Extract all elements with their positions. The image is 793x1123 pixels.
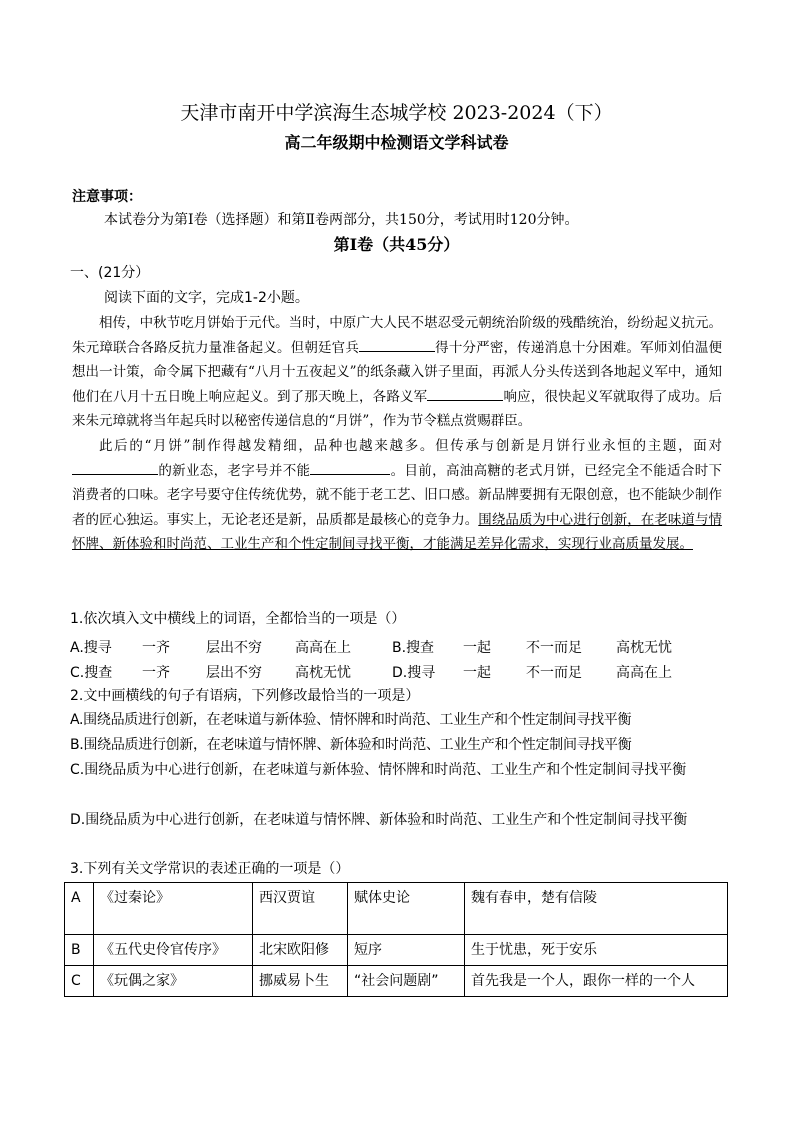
reading-instruction: 阅读下面的文字，完成1-2小题。: [104, 290, 309, 306]
option-word: A.搜寻: [70, 640, 112, 656]
passage-paragraph-1: [72, 311, 722, 434]
passage-text: 得十分严密，传递消息十分困难。军师刘伯温便想出一计策，命令属下把藏有“八月十五夜起义”的纸条藏入饼子里面，再派人分头传送到各地起义军中，通知他们在八月十五日晚上响应起义。到了那天晚上，各路义军: [72, 339, 722, 405]
passage-text: 的新业态，老字号并不能: [158, 462, 311, 479]
option-word: 高高在上: [616, 665, 672, 681]
option-word: 不一而足: [526, 665, 582, 681]
passage-text: 相传，中秋节吃月饼始于元代。当时，中原广大人民不堪忍受元朝统治阶级的残酷统治，纷纷起义抗元。朱元璋联合各路反抗力量准备起义。但朝廷官兵: [72, 315, 722, 356]
option-word: 层出不穷: [206, 665, 262, 681]
reading-passage: [72, 311, 722, 557]
table-cell: 《玩偶之家》: [94, 966, 253, 997]
table-cell: “社会问题剧”: [348, 966, 465, 997]
option-word: C.搜查: [70, 665, 113, 681]
table-cell: 西汉贾谊: [253, 883, 348, 935]
fill-blank: [72, 462, 158, 475]
question-2-option-c: C.围绕品质为中心进行创新，在老味道与新体验、情怀牌和时尚范、工业生产和个性定制间寻找平衡: [70, 762, 687, 778]
question-2-option-a: A.围绕品质进行创新，在老味道与新体验、情怀牌和时尚范、工业生产和个性定制间寻找平衡: [70, 712, 632, 728]
table-cell: 北宋欧阳修: [253, 935, 348, 966]
option-word: 层出不穷: [206, 640, 262, 656]
option-word: 高枕无忧: [616, 640, 672, 656]
passage-text: 。目前，高油高糖的老式月饼，已经完全不能适合时下消费者的口味。老字号要守住传统优势，就不能于老工艺、旧口感。新品牌要拥有无限创意，也不能缺少制作者的匠心独运。事实上，无论老还是新，品质都是最核心的竞争力。: [72, 462, 723, 528]
option-word: D.搜寻: [392, 665, 436, 681]
table-cell: 赋体史论: [348, 883, 465, 935]
table-cell: A: [65, 883, 94, 935]
question-1-stem: 1.依次填入文中横线上的词语，全都恰当的一项是（）: [70, 611, 406, 627]
option-word: 一起: [463, 640, 491, 656]
notice-text: 本试卷分为第Ⅰ卷（选择题）和第Ⅱ卷两部分，共150分，考试用时120分钟。: [104, 212, 579, 228]
exam-title: 天津市南开中学滨海生态城学校 2023-2024（下）: [180, 102, 613, 124]
table-cell: 魏有春申，楚有信陵: [465, 883, 728, 935]
notice-heading: 注意事项：: [72, 189, 142, 205]
option-word: 一齐: [142, 640, 170, 656]
table-cell: 《过秦论》: [94, 883, 253, 935]
exam-subtitle: 高二年级期中检测语文学科试卷: [284, 133, 509, 152]
table-row: [65, 935, 728, 966]
fill-blank: [427, 388, 503, 401]
option-word: B.搜查: [392, 640, 435, 656]
table-cell: 首先我是一个人，跟你一样的一个人: [465, 966, 728, 997]
option-word: 高枕无忧: [295, 665, 351, 681]
table-cell: 挪威易卜生: [253, 966, 348, 997]
fill-blank: [359, 339, 435, 352]
passage-paragraph-2: [72, 434, 722, 557]
passage-text: 响应，很快起义军就取得了成功。后来朱元璋就将当年起兵时以秘密传递信息的“月饼”，作为节令糕点赏赐群臣。: [72, 388, 723, 430]
option-word: 不一而足: [526, 640, 582, 656]
option-word: 一起: [463, 665, 491, 681]
section-one-heading: 一、(21分）: [70, 265, 150, 281]
option-word: 一齐: [142, 665, 170, 681]
table-cell: 《五代史伶官传序》: [94, 935, 253, 966]
fill-blank: [310, 462, 390, 475]
question-3-stem: 3.下列有关文学常识的表述正确的一项是（）: [70, 861, 350, 877]
question-3-table: [64, 882, 728, 997]
question-2-stem: 2.文中画横线的句子有语病，下列修改最恰当的一项是）: [70, 688, 420, 704]
underlined-sentence: 围绕品质为中心进行创新，在老味道与情怀牌、新体验和时尚范、工业生产和个性定制间寻找平衡，才能满足差异化需求，实现行业高质量发展。: [72, 511, 723, 553]
table-cell: C: [65, 966, 94, 997]
passage-text: 此后的“月饼”制作得越发精细，品种也越来越多。但传承与创新是月饼行业永恒的主题，面对: [99, 437, 722, 454]
part-one-heading: 第Ⅰ卷（共45分）: [333, 235, 460, 254]
table-cell: 短序: [348, 935, 465, 966]
table-row: [65, 883, 728, 935]
table-row: [65, 966, 728, 997]
option-word: 高高在上: [295, 640, 351, 656]
table-cell: 生于忧患，死于安乐: [465, 935, 728, 966]
question-2-option-d: D.围绕品质为中心进行创新，在老味道与情怀牌、新体验和时尚范、工业生产和个性定制间寻找平衡: [70, 812, 688, 828]
question-2-option-b: B.围绕品质进行创新，在老味道与情怀牌、新体验和时尚范、工业生产和个性定制间寻找平衡: [70, 737, 632, 753]
table-cell: B: [65, 935, 94, 966]
